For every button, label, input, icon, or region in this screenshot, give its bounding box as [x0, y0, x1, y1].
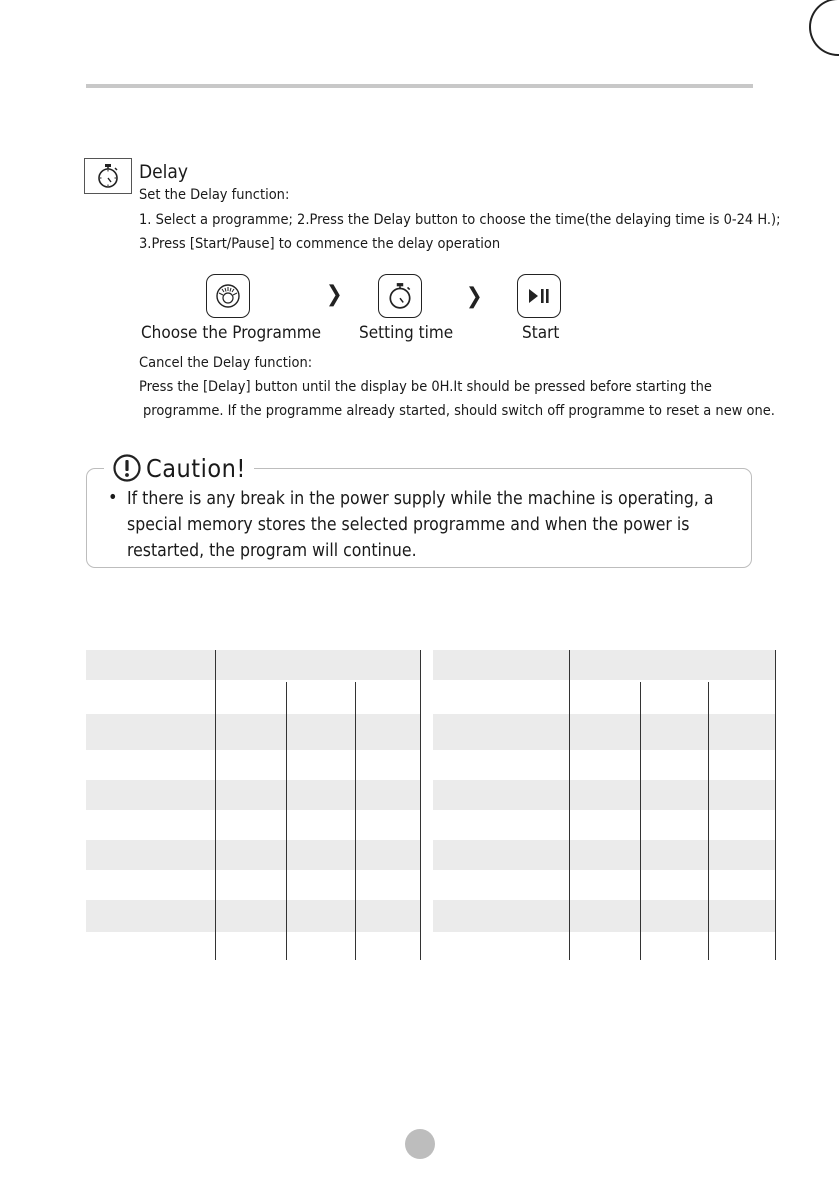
page-edge-decoration: [809, 0, 839, 56]
flow-label-setting-time: Setting time: [359, 323, 454, 343]
table-band: [86, 900, 420, 932]
flow-arrow-1: ❯: [326, 282, 343, 307]
caution-title: Caution!: [146, 453, 246, 483]
page-number-marker: [405, 1129, 435, 1159]
table-band: [86, 714, 420, 750]
cancel-delay-line1: Press the [Delay] button until the display be 0H.It should be pressed before starting the: [139, 379, 712, 395]
caution-text: If there is any break in the power supply while the machine is operating, a special memory stores the selected programme and when the power is restarted, the program will continue.: [127, 489, 714, 561]
exclamation-circle-icon: [112, 453, 142, 483]
flow-label-programme: Choose the Programme: [141, 323, 322, 343]
cancel-delay-heading: Cancel the Delay function:: [139, 355, 313, 371]
table-band: [433, 900, 775, 932]
programme-dial-icon: [214, 282, 242, 310]
programme-dial-button: [206, 274, 250, 318]
table-vline: [640, 682, 641, 960]
caution-header: [104, 452, 254, 484]
set-delay-heading: Set the Delay function:: [139, 187, 290, 203]
table-vline: [775, 650, 776, 960]
cancel-delay-line2: programme. If the programme already started, should switch off programme to reset a new one.: [143, 403, 775, 419]
delay-icon-box: [84, 158, 132, 194]
flow-arrow-2: ❯: [466, 284, 483, 309]
setting-time-button: [378, 274, 422, 318]
table-band: [86, 780, 420, 810]
table-vline: [569, 650, 570, 960]
flow-label-start: Start: [522, 323, 560, 343]
stopwatch-icon: [386, 282, 414, 310]
table-band: [433, 840, 775, 870]
table-band: [433, 780, 775, 810]
table-vline: [215, 650, 216, 960]
set-delay-step2: 3.Press [Start/Pause] to commence the delay operation: [139, 236, 501, 252]
table-band: [86, 840, 420, 870]
table-band: [86, 650, 420, 680]
table-band: [433, 650, 775, 680]
table-vline: [286, 682, 287, 960]
table-vline: [708, 682, 709, 960]
start-button: [517, 274, 561, 318]
caution-bullet: •: [108, 487, 118, 508]
set-delay-step1: 1. Select a programme; 2.Press the Delay button to choose the time(the delaying time is 0-24 H.);: [139, 212, 781, 228]
stopwatch-icon: [95, 163, 121, 189]
delay-title: Delay: [139, 161, 189, 183]
table-band: [433, 714, 775, 750]
table-vline: [420, 650, 421, 960]
play-pause-icon: [526, 286, 552, 306]
header-rule: [86, 84, 753, 88]
table-vline: [355, 682, 356, 960]
